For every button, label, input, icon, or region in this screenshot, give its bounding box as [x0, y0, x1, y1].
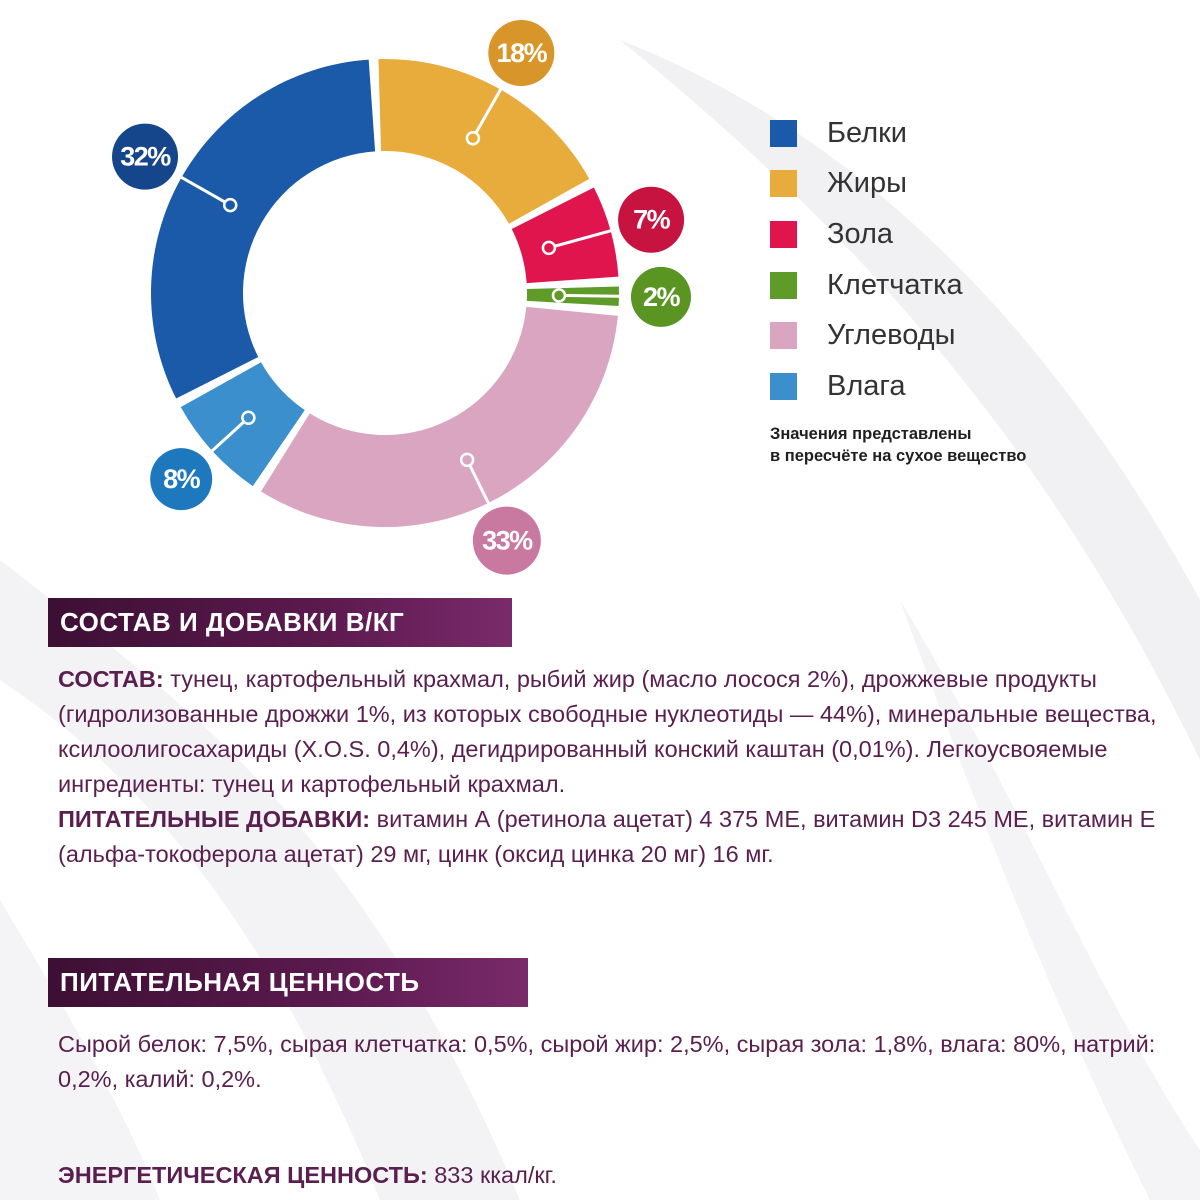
legend-item-moisture: [770, 361, 963, 412]
legend-item-ash: [770, 209, 963, 260]
nutrition-section-title: ПИТАТЕЛЬНАЯ ЦЕННОСТЬ: [48, 958, 528, 1007]
legend-label: Жиры: [827, 167, 907, 200]
legend-item-proteins: [770, 108, 963, 159]
energy-value: 833 ккал/кг.: [427, 1162, 557, 1188]
callout-dot: [467, 132, 479, 144]
data-label: 18%: [496, 38, 547, 69]
energy-value-line: [58, 1158, 1168, 1193]
composition-section-title: СОСТАВ И ДОБАВКИ В/КГ: [48, 598, 512, 647]
composition-text: тунец, картофельный крахмал, рыбий жир (масло лосося 2%), дрожжевые продукты (гидролизованные дрожжи 1%, из которых свободные нуклеотиды — 44%), минеральные вещества, ксилоолигосахариды (X.O.S. 0,4%), дегидрированный конский каштан (0,01%). Легкоусвояемые ингредиенты: тунец и картофельный крахмал.: [58, 666, 1157, 797]
legend-swatch: [770, 322, 797, 349]
additives-label: ПИТАТЕЛЬНЫЕ ДОБАВКИ:: [58, 806, 371, 832]
slice-proteins: [151, 60, 375, 399]
nutrition-text: Сырой белок: 7,5%, сырая клетчатка: 0,5%, сырой жир: 2,5%, сырая зола: 1,8%, влага: 80%, натрий: 0,2%, калий: 0,2%.: [58, 1031, 1156, 1092]
callout-dot: [242, 412, 254, 424]
data-label: 32%: [120, 141, 170, 172]
composition-label: СОСТАВ:: [58, 666, 164, 692]
legend-label: Белки: [827, 116, 908, 149]
data-label: 8%: [163, 464, 200, 495]
chart-note: [770, 423, 1150, 467]
data-label: 7%: [633, 204, 670, 235]
legend-item-fiber: [770, 260, 963, 311]
donut-chart: [0, 0, 720, 600]
legend-swatch: [770, 221, 797, 248]
legend-label: Зола: [827, 217, 894, 250]
legend-item-fats: [770, 159, 963, 210]
data-label: 33%: [482, 525, 532, 556]
slice-carbs: [261, 307, 618, 527]
note-line-2: в пересчёте на сухое вещество: [770, 447, 1027, 465]
slice-fats: [378, 59, 589, 224]
callout-dot: [543, 242, 555, 254]
legend-swatch: [770, 272, 797, 299]
additives-text: витамин А (ретинола ацетат) 4 375 МЕ, витамин D3 245 МЕ, витамин Е (альфа-токоферола ацетат) 29 мг, цинк (оксид цинка 20 мг) 16 мг.: [58, 806, 1156, 867]
callout-dot: [461, 454, 473, 466]
legend-swatch: [770, 373, 797, 400]
callout-dot: [224, 199, 236, 211]
energy-label: ЭНЕРГЕТИЧЕСКАЯ ЦЕННОСТЬ:: [58, 1162, 428, 1188]
legend-item-carbs: [770, 310, 963, 361]
legend-label: Клетчатка: [827, 268, 963, 301]
legend-swatch: [770, 170, 797, 197]
legend-label: Влага: [827, 369, 906, 402]
legend-label: Углеводы: [827, 319, 956, 352]
composition-text-block: [58, 662, 1168, 872]
chart-legend: [770, 108, 963, 412]
legend-swatch: [770, 120, 797, 147]
data-label: 2%: [642, 281, 679, 312]
note-line-1: Значения представлены: [770, 425, 972, 443]
callout-dot: [553, 289, 565, 301]
